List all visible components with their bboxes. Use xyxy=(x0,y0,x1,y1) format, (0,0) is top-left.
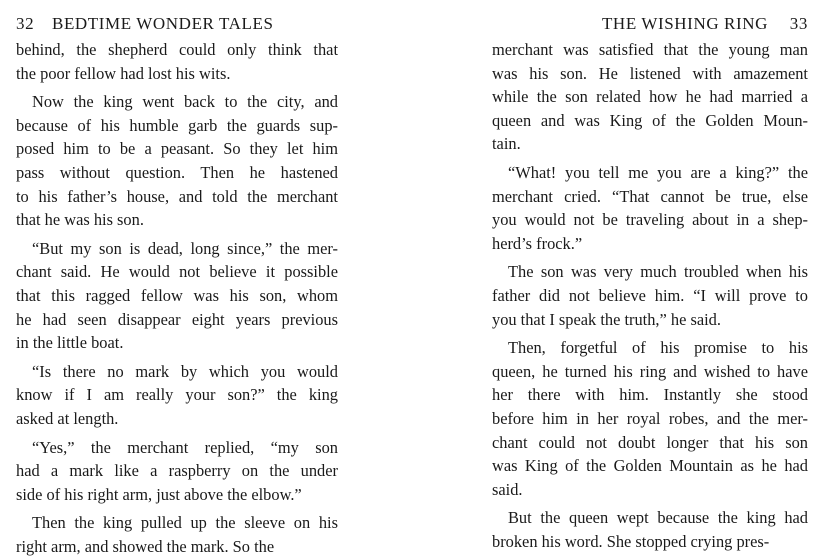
text-line: father did not believe him. “I will prove to xyxy=(492,285,808,305)
text-line: he had seen disappear eight years previous xyxy=(16,309,338,329)
paragraph xyxy=(16,360,338,431)
right-running-head xyxy=(492,14,808,36)
text-line: was his son. He listened with amazement xyxy=(492,63,808,83)
text-line: But the queen wept because the king had xyxy=(508,508,808,528)
left-running-title: BEDTIME WONDER TALES xyxy=(52,14,274,33)
text-line: in the little boat. xyxy=(16,333,124,353)
text-line: know if I am really your son?” the king xyxy=(16,385,338,405)
paragraph xyxy=(16,511,338,558)
text-line: before him in her royal robes, and the mer- xyxy=(492,408,808,428)
text-line: to his father’s house, and told the merchant xyxy=(16,186,338,206)
text-line: chant could not doubt longer that his son xyxy=(492,432,808,452)
right-page xyxy=(492,0,808,551)
text-line: merchant was satisfied that the young man xyxy=(492,40,808,59)
text-line: queen and was King of the Golden Moun- xyxy=(492,110,808,130)
text-line: posed him to be a peasant. So they let him xyxy=(16,139,338,159)
text-line: queen, he turned his ring and wished to have xyxy=(492,361,808,381)
text-line: her there with him. Instantly she stood xyxy=(492,385,808,405)
paragraph xyxy=(492,38,808,156)
text-line: “Is there no mark by which you would xyxy=(32,361,338,381)
left-page xyxy=(16,0,338,556)
left-page-number: 32 xyxy=(16,14,35,33)
text-line: asked at length. xyxy=(16,408,119,428)
paragraph xyxy=(492,506,808,553)
right-running-title: THE WISHING RING xyxy=(601,14,768,33)
paragraph xyxy=(16,436,338,507)
text-line: herd’s frock.” xyxy=(492,233,583,253)
text-line: Then the king pulled up the sleeve on his xyxy=(32,513,338,533)
text-line: The son was very much troubled when his xyxy=(508,262,808,282)
paragraph xyxy=(16,90,338,232)
paragraph xyxy=(16,237,338,355)
right-body-text xyxy=(492,38,808,553)
paragraph xyxy=(492,161,808,255)
text-line: that this ragged fellow was his son, whom xyxy=(16,285,338,305)
text-line: side of his right arm, just above the elbow.” xyxy=(16,484,302,504)
text-line: right arm, and showed the mark. So the xyxy=(16,536,275,556)
text-line: merchant cried. “That cannot be true, else xyxy=(492,186,808,206)
text-line: because of his humble garb the guards sup- xyxy=(16,115,338,135)
text-line: Then, forgetful of his promise to his xyxy=(508,338,808,358)
text-line: that he was his son. xyxy=(16,210,144,230)
text-line: had a mark like a raspberry on the under xyxy=(16,461,338,481)
left-running-head xyxy=(16,14,338,36)
left-body-text xyxy=(16,38,338,558)
text-line: behind, the shepherd could only think that xyxy=(16,40,338,59)
text-line: chant said. He would not believe it possible xyxy=(16,262,338,282)
paragraph xyxy=(492,260,808,331)
text-line: “What! you tell me you are a king?” the xyxy=(508,162,808,182)
text-line: the poor fellow had lost his wits. xyxy=(16,63,231,83)
text-line: said. xyxy=(492,479,523,499)
text-line: was King of the Golden Mountain as he had xyxy=(492,456,808,476)
text-line: you would not be traveling about in a shep- xyxy=(492,210,808,230)
text-line: Now the king went back to the city, and xyxy=(32,92,338,112)
text-line: pass without question. Then he hastened xyxy=(16,162,338,182)
text-line: while the son related how he had married a xyxy=(492,87,808,107)
paragraph xyxy=(16,38,338,85)
paragraph xyxy=(492,336,808,501)
text-line: “Yes,” the merchant replied, “my son xyxy=(32,437,338,457)
right-page-number: 33 xyxy=(789,14,808,33)
text-line: broken his word. She stopped crying pres- xyxy=(492,531,770,551)
text-line: “But my son is dead, long since,” the mer- xyxy=(32,238,338,258)
text-line: you that I speak the truth,” he said. xyxy=(492,309,721,329)
text-line: tain. xyxy=(492,134,521,154)
